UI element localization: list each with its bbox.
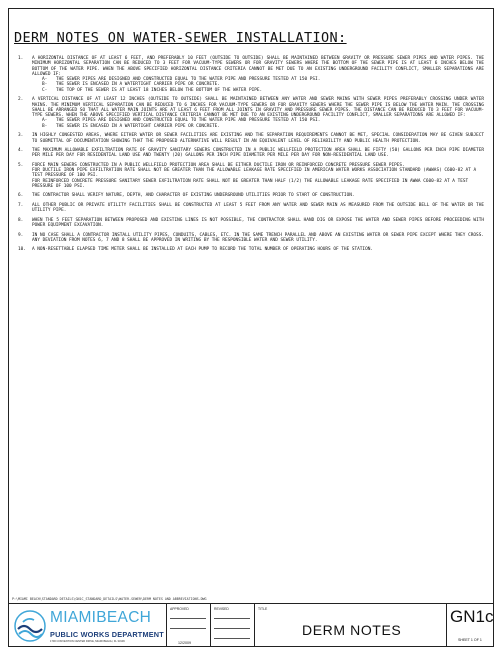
note-item — [18, 193, 484, 198]
file-path: P:\MIAMI BEACH\STANDARD DETAILS\GN1C_STANDARD_DETAILS\WATER-SEWER\DERM NOTES AND ABBREVIATIONS.DWG — [12, 597, 207, 601]
revised-line-2 — [214, 628, 250, 629]
sheet-number: GN1c — [450, 607, 494, 626]
note-item — [18, 148, 484, 159]
note-number: 3. — [18, 133, 24, 139]
revised-line-3 — [214, 638, 250, 639]
note-text: IN HIGHLY CONGESTED AREAS, WHERE EITHER WATER OR SEWER FACILITIES ARE EXISTING AND THE SEPARATION REQUIREMENTS CANNOT BE MET, SPECIAL CONSIDERATION MAY BE GIVEN SUBJECT TO SUBMITTAL OF DOCUMENTATION SHOWING THAT THE PROPOSED ALTERNATIVE WILL RESULT IN AN EQUIVALENT LEVEL OF RELIABILITY AND PUBLIC HEALTH PROTECTION. — [32, 133, 484, 144]
note-text: THE MAXIMUM ALLOWABLE EXFILTRATION RATE OF GRAVITY SANITARY SEWERS CONSTRUCTED IN A PUBLIC WELLFIELD PROTECTION AREA SHALL BE FIFTY (50) GALLONS PER INCH PIPE DIAMETER PER MILE PER DAY FOR RESIDENTIAL LAND USE AND TWENTY (20) GALLONS PER INCH PIPE DIAMETER PER MILE PER DAY FOR NON-RESIDENTIAL LAND USE. — [32, 148, 484, 159]
note-body — [32, 193, 484, 198]
note-item — [18, 247, 484, 252]
note-text: IN NO CASE SHALL A CONTRACTOR INSTALL UTILITY PIPES, CONDUITS, CABLES, ETC. IN THE SAME TRENCH PARALLEL AND ABOVE AN EXISTING WATER OR SEWER PIPE EXCEPT WHERE THEY CROSS. ANY DEVIATION FROM NOTES 6, 7 AND 8 SHALL BE APPROVED IN WRITING BY THE RESPONSIBLE WATER AND SEWER UTILITY. — [32, 232, 484, 243]
note-body — [32, 148, 484, 159]
note-item — [18, 233, 484, 244]
divider — [446, 604, 447, 647]
approved-label: APPROVED — [170, 607, 189, 611]
note-number: 1. — [18, 56, 24, 61]
note-body — [32, 218, 484, 229]
approved-line-2 — [170, 628, 206, 629]
note-text: ALL OTHER PUBLIC OR PRIVATE UTILITY FACILITIES SHALL BE CONSTRUCTED AT LEAST 5 FEET FROM ANY WATER AND SEWER MAIN AS MEASURED FROM THE OUTSIDE BELL OF THE WATER OR THE UTILITY PIPE. — [32, 202, 484, 214]
note-number: 6. — [18, 193, 24, 199]
subitem-text: THE TOP OF THE SEWER IS AT LEAST 18 INCHES BELOW THE BOTTOM OF THE WATER PIPE. — [56, 87, 263, 93]
note-item — [18, 218, 484, 229]
note-text: A VERTICAL DISTANCE OF AT LEAST 12 INCHES (OUTSIDE TO OUTSIDE) SHALL BE MAINTAINED BETWEEN ANY WATER AND SEWER MAINS WITH SEWER PIPES PREFERABLY CROSSING UNDER WATER MAINS. THE MINIMUM VERTICAL SEPARATION CAN BE REDUCED TO 6 INCHES FOR VACUUM-TYPE SEWERS OR FOR GRAVITY SEWERS WHERE THE SEWER PIPE IS BELOW THE WATER MAIN. THE CROSSING SHALL BE ARRANGED SO THAT ALL WATER MAIN JOINTS ARE AT LEAST 6 FEET FROM ALL JOINTS IN GRAVITY AND PRESSURE SEWER PIPES. THE DISTANCE CAN BE REDUCED TO 3 FEET FOR VACUUM-TYPE SEWERS. WHEN THE ABOVE SPECIFIED VERTICAL DISTANCE CRITERIA CANNOT BE MET DUE TO AN EXISTING UNDERGROUND FACILITY CONFLICT, SMALLER SEPARATIONS ARE ALLOWED IF: — [32, 97, 484, 119]
divider — [210, 604, 211, 647]
note-number: 2. — [18, 97, 24, 103]
note-number: 10. — [18, 247, 26, 253]
note-body — [32, 97, 484, 129]
department-address: 1700 CONVENTION CENTER DRIVE, MIAMI BEACH, FL 33139 — [50, 640, 125, 643]
approved-date: 12/2009 — [178, 641, 191, 645]
note-number: 5. — [18, 162, 24, 168]
note-number: 7. — [18, 202, 24, 208]
divider — [166, 604, 167, 647]
revised-line-1 — [214, 618, 250, 619]
approved-line-1 — [170, 618, 206, 619]
note-item — [18, 133, 484, 144]
wave-icon — [14, 610, 46, 642]
divider — [254, 604, 255, 647]
note-item — [18, 163, 484, 189]
subitem-text: THE SEWER IS ENCASED IN A WATERTIGHT CARRIER PIPE OR CONCRETE. — [56, 82, 220, 88]
note-body — [32, 133, 484, 144]
subitem-label: B- — [42, 82, 48, 88]
page-title: DERM NOTES ON WATER-SEWER INSTALLATION: — [14, 30, 347, 46]
note-body — [32, 247, 484, 252]
note-number: 8. — [18, 217, 24, 223]
note-number: 9. — [18, 232, 24, 238]
revised-label: REVISED — [214, 607, 229, 611]
subitem-text: THE SEWER IS ENCASED IN A WATERTIGHT CARRIER PIPE OR CONCRETE. — [56, 123, 220, 129]
title-block — [8, 603, 494, 647]
note-subitem — [32, 124, 484, 129]
note-text: FORCE MAIN SEWERS CONSTRUCTED IN A PUBLIC WELLFIELD PROTECTION AREA SHALL BE EITHER DUCTILE IRON OR REINFORCED CONCRETE PRESSURE SEWER PIPES. — [32, 162, 405, 168]
notes-list — [18, 56, 484, 257]
note-number: 4. — [18, 148, 24, 154]
brand-wordmark: MIAMIBEACH — [50, 609, 152, 626]
subitem-label: A- — [42, 118, 48, 124]
note-text: WHEN THE 5 FEET SEPARATION BETWEEN PROPOSED AND EXISTING LINES IS NOT POSSIBLE, THE CONTRACTOR SHALL HAND DIG OR EXPOSE THE WATER AND SEWER PIPES BEFORE PROCEEDING WITH POWER EQUIPMENT EXCAVATION. — [32, 217, 484, 229]
note-text: THE CONTRACTOR SHALL VERIFY NATURE, DEPTH, AND CHARACTER OF EXISTING UNDERGROUND UTILITIES PRIOR TO START OF CONSTRUCTION. — [32, 193, 355, 199]
note-text: A NON-RESETTABLE ELAPSED TIME METER SHALL BE INSTALLED AT EACH PUMP TO RECORD THE TOTAL NUMBER OF OPERATING HOURS OF THE STATION. — [32, 247, 373, 253]
note-paragraph: FOR DUCTILE IRON PIPE EXFILTRATION RATE SHALL NOT BE GREATER THAN THE ALLOWABLE LEAKAGE RATE SPECIFIED IN AMERICAN WATER WORKS ASSOCIATION STANDARD (AWWAS) C600-82 AT A TEST PRESSURE OF 100 PSI. — [32, 168, 477, 179]
department-name: PUBLIC WORKS DEPARTMENT — [50, 630, 164, 639]
note-subitem — [32, 88, 484, 93]
subitem-text: THE SEWER PIPES ARE DESIGNED AND CONSTRUCTED EQUAL TO THE WATER PIPE AND PRESSURE TESTED AT 150 PSI. — [56, 77, 321, 83]
note-body — [32, 56, 484, 93]
note-body — [32, 233, 484, 244]
drawing-title: DERM NOTES — [302, 622, 402, 638]
miami-beach-logo — [10, 606, 164, 646]
note-body — [32, 163, 484, 189]
note-body — [32, 203, 484, 214]
subitem-label: A- — [42, 77, 48, 83]
note-paragraph: FOR REINFORCED CONCRETE PRESSURE SANITARY SEWER EXFILTRATION RATE SHALL NOT BE GREATER THAN HALF (1/2) THE ALLOWABLE LEAKAGE RATE SPECIFIED IN AWWA C600-82 AT A TEST PRESSURE OF 100 PSI. — [32, 178, 469, 189]
title-label: TITLE — [258, 607, 268, 611]
note-item — [18, 97, 484, 129]
note-item — [18, 203, 484, 214]
subitem-text: THE SEWER PIPES ARE DESIGNED AND CONSTRUCTED EQUAL TO THE WATER PIPE AND PRESSURE TESTED AT 150 PSI. — [56, 118, 321, 124]
note-item — [18, 56, 484, 93]
subitem-label: B- — [42, 123, 48, 129]
subitem-label: C- — [42, 87, 48, 93]
note-text: A HORIZONTAL DISTANCE OF AT LEAST 6 FEET, AND PREFERABLY 10 FEET (OUTSIDE TO OUTSIDE) SHALL BE MAINTAINED BETWEEN GRAVITY OR PRESSURE SEWER PIPES AND WATER PIPES. THE MINIMUM HORIZONTAL SEPARATION CAN BE REDUCED TO 3 FEET FOR VACUUM-TYPE SEWERS OR FOR GRAVITY SEWERS WHERE THE BOTTOM OF THE SEWER PIPE IS AT LEAST 6 INCHES BELOW THE BOTTOM OF THE WATER PIPE. WHEN THE ABOVE SPECIFIED HORIZONTAL DISTANCE CRITERIA CANNOT BE MET DUE TO AN EXISTING UNDERGROUND FACILITY CONFLICT, SMALLER SEPARATIONS ARE ALLOWED IF: — [32, 56, 484, 77]
sheet-count: SHEET 1 OF 1 — [458, 638, 482, 642]
